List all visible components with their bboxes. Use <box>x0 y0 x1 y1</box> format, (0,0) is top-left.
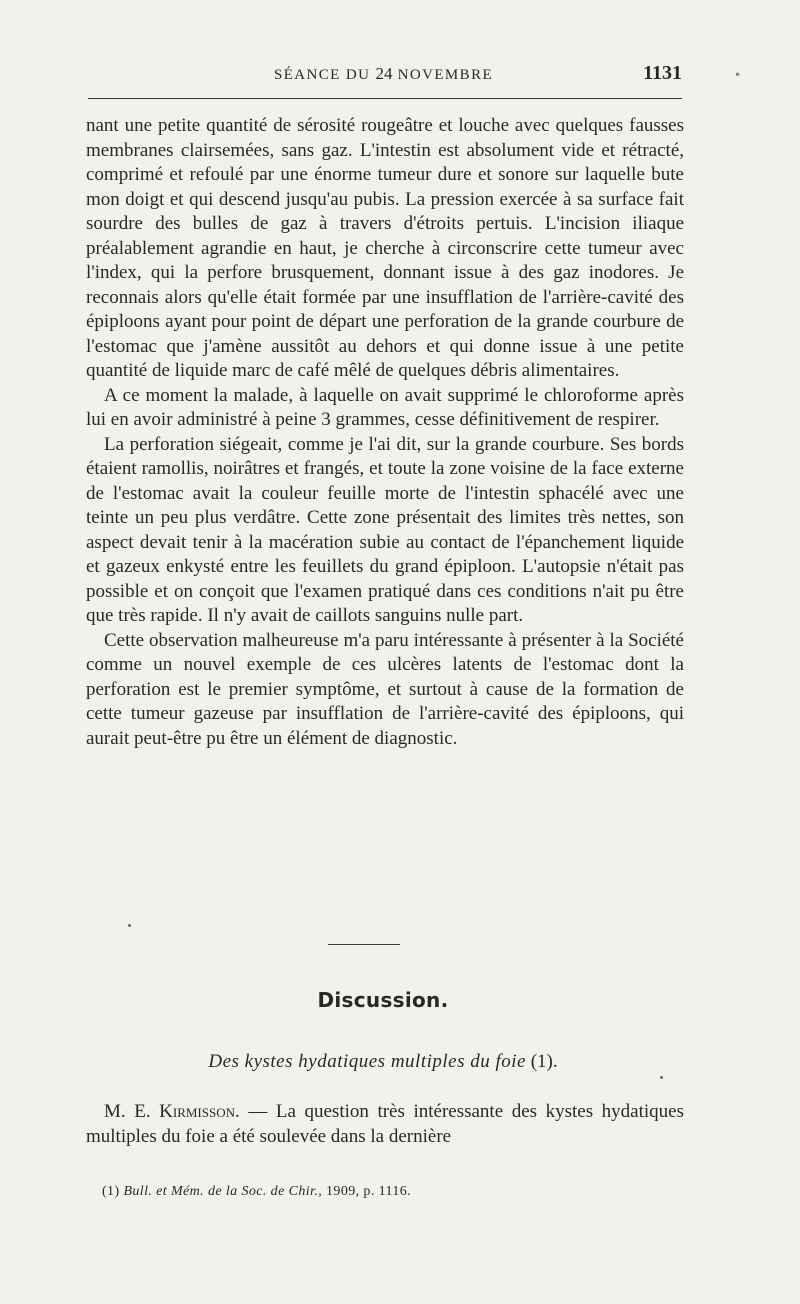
footnote-citation-rest: , 1909, p. 1116. <box>318 1184 412 1199</box>
section-heading: Discussion. <box>317 988 449 1012</box>
margin-mark: • <box>734 68 742 82</box>
running-title-prefix: SÉANCE DU <box>274 67 376 83</box>
running-head <box>86 62 682 86</box>
header-rule <box>88 98 682 99</box>
running-title <box>274 64 493 84</box>
discussion-subheading <box>0 1051 766 1073</box>
speaker-text: — La question très intéressante des kystes hydatiques multiples du foie a été soulevée dans la dernière <box>86 1101 684 1147</box>
paragraph-1: nant une petite quantité de sérosité rougeâtre et louche avec quelques fausses membranes clairsemées, sans gaz. L'intestin est absolument vide et rétracté, comprimé et refoulé par une énorme tumeur dure et sonore sur laquelle bute mon doigt et qui descend jusqu'au pubis. La pression exercée à sa surface fait sourdre des bulles de gaz à travers d'étroits pertuis. L'incision iliaque préalablement agrandie en haut, je cherche à circonscrire cette tumeur avec l'index, qui la perfore brusquement, donnant issue à des gaz inodores. Je reconnais alors qu'elle était formée par une insufflation de l'arrière-cavité des épiploons ayant pour point de départ une perforation de la grande courbure de l'estomac que j'amène aussitôt au dehors et qui donne issue à une petite quantité de liquide marc de café mêlé de quelques débris alimentaires. <box>86 115 684 381</box>
speaker-paragraph <box>86 1100 684 1149</box>
paragraph-4: Cette observation malheureuse m'a paru intéressante à présenter à la Société comme un nouvel exemple de ces ulcères latents de l'estomac dont la perforation est le premier symptôme, et surtout à cause de la formation de cette tumeur gazeuse par insufflation de l'arrière-cavité des épiploons, qui aurait peut-être pu être un élément de diagnostic. <box>86 629 684 749</box>
paragraph-2: A ce moment la malade, à laquelle on avait supprimé le chloroforme après lui en avoir administré à peine 3 grammes, cesse définitivement de respirer. <box>86 384 684 430</box>
paper-speck <box>660 1076 663 1079</box>
paragraph-3: La perforation siégeait, comme je l'ai dit, sur la grande courbure. Ses bords étaient ramollis, noirâtres et frangés, et toute la zone voisine de la face externe de l'estomac avait la couleur feuille morte de l'intestin sphacélé avec une teinte un peu plus verdâtre. Cette zone présentait des limites très nettes, son aspect devait tenir à la macération subie au contact de l'épanchement liquide et gazeux enkysté entre les feuillets du grand épiploon. L'autopsie n'était pas possible et on conçoit que l'examen pratiqué dans ces conditions n'ait pu être que très rapide. Il n'y avait de caillots sanguins nulle part. <box>86 433 684 626</box>
section-divider <box>328 944 400 945</box>
footnote-marker: (1) <box>102 1184 124 1199</box>
paper-speck <box>128 924 131 927</box>
page-number: 1131 <box>643 62 682 84</box>
running-title-day: 24 <box>375 64 393 83</box>
footnote <box>102 1184 662 1200</box>
subheading-title: Des kystes hydatiques multiples du foie <box>208 1051 526 1072</box>
running-title-month: NOVEMBRE <box>392 67 494 83</box>
speaker-name: M. E. Kirmisson. <box>104 1101 240 1122</box>
body-text <box>86 114 684 751</box>
subheading-footnote-ref: (1). <box>530 1051 558 1072</box>
footnote-citation-title: Bull. et Mém. de la Soc. de Chir. <box>123 1184 319 1199</box>
